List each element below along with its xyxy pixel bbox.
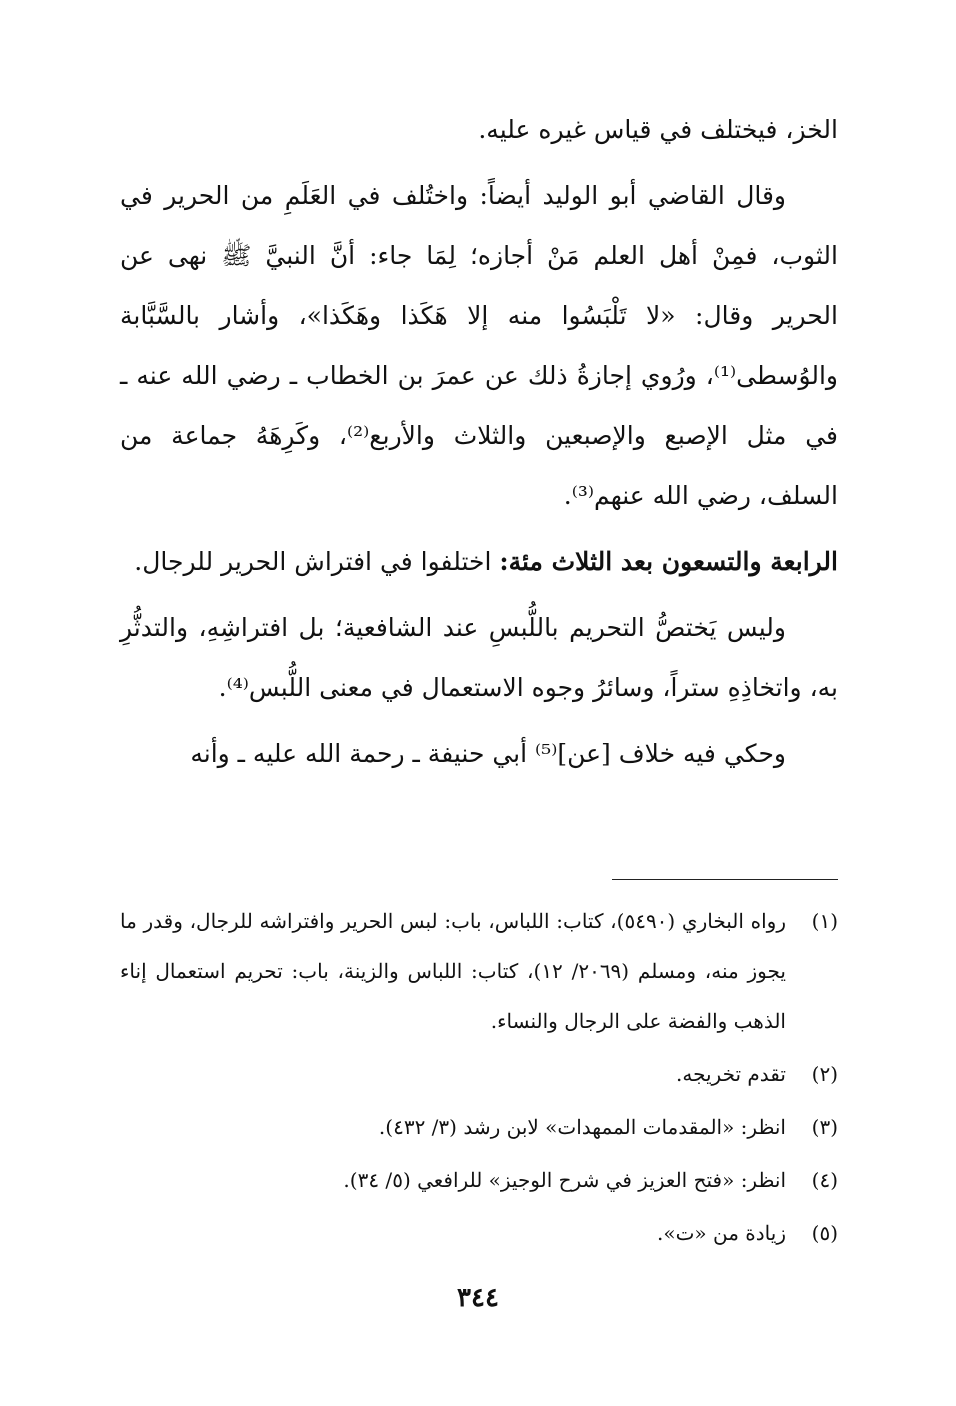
paragraph-3 (120, 532, 838, 592)
paragraph-5: وحكي فيه خلاف [عن]⁽⁵⁾ أبي حنيفة ـ رحمة الله عليه ـ وأنه (190, 739, 786, 768)
main-text (120, 100, 838, 790)
footnote-number: (٤) (811, 1168, 838, 1192)
footnotes (120, 896, 838, 1261)
footnote (120, 1049, 838, 1099)
footnote-number: (٥) (811, 1221, 838, 1245)
footnote-separator (612, 879, 838, 880)
paragraph-4: وليس يَختصُّ التحريم باللُّبسِ عند الشافعية؛ بل افتراشِهِ، والتدثُّرِ به، واتخاذِهِ ستراً، وسائرُ وجوه الاستعمال في معنى اللُّبس⁽⁴⁾. (120, 613, 838, 702)
footnote-number: (٣) (811, 1115, 838, 1139)
footnote-text: تقدم تخريجه. (676, 1062, 786, 1086)
issue-text: اختلفوا في افتراش الحرير للرجال. (134, 547, 500, 576)
footnote-number: (٢) (811, 1062, 838, 1086)
page-number: ٣٤٤ (457, 1283, 499, 1313)
footnote (120, 896, 838, 1046)
footnote-text: انظر: «المقدمات الممهدات» لابن رشد (٣/ ٤٣٢). (378, 1115, 786, 1139)
footnote-number: (١) (811, 909, 838, 933)
footnote (120, 1155, 838, 1205)
paragraph-2: وقال القاضي أبو الوليد أيضاً: واختُلف في العَلَمِ من الحرير في الثوب، فمِنْ أهل العلم مَنْ أجازه؛ لِمَا جاء: أنَّ النبيَّ ﷺ نهى عن الحرير وقال: «لا تَلْبَسُوا منه إلا هَكَذا وهَكَذا»، وأشار بالسَّبَّابة والوُسطى⁽¹⁾، ورُوي إجازةُ ذلك عن عمرَ بن الخطاب ـ رضي الله عنه ـ في مثل الإصبع والإصبعين والثلاث والأربع⁽²⁾، وكَرِهَهُ جماعة من السلف، رضي الله عنهم⁽³⁾. (120, 181, 839, 510)
footnote-text: رواه البخاري (٥٤٩٠)، كتاب: اللباس، باب: لبس الحرير وافتراشه للرجال، وقدر ما يجوز منه، ومسلم (٢٠٦٩/ ١٢)، كتاب: اللباس والزينة، باب: تحريم استعمال إناء الذهب والفضة على الرجال والنساء. (120, 909, 786, 1033)
footnote-text: زيادة من «ت». (656, 1221, 786, 1245)
footnote (120, 1208, 838, 1258)
footnote (120, 1102, 838, 1152)
paragraph-1: الخز، فيختلف في قياس غيره عليه. (478, 115, 838, 144)
footnote-text: انظر: «فتح العزيز في شرح الوجيز» للرافعي (٥/ ٣٤). (343, 1168, 786, 1192)
issue-heading: الرابعة والتسعون بعد الثلاث مئة: (499, 547, 838, 576)
